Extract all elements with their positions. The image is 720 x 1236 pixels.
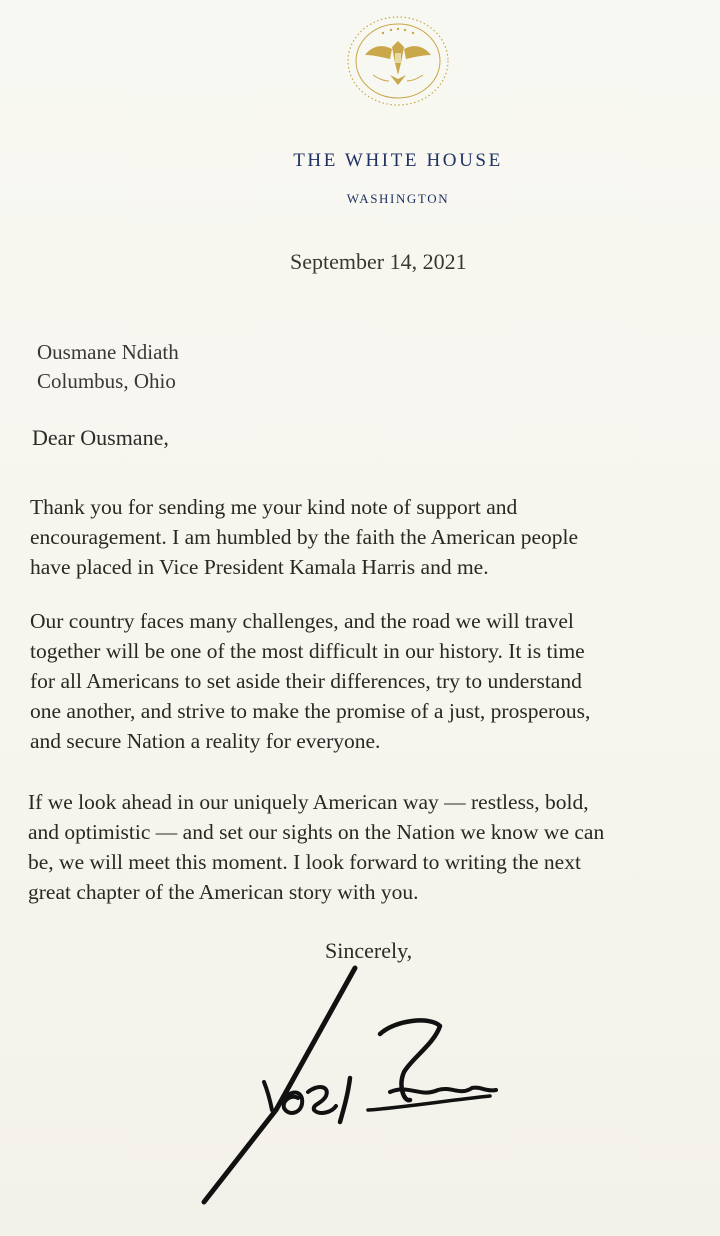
paragraph-line: for all Americans to set aside their differences, try to understand xyxy=(30,669,582,693)
paragraph-line: great chapter of the American story with you. xyxy=(28,880,419,904)
body-paragraph-2 xyxy=(30,606,590,756)
recipient-location: Columbus, Ohio xyxy=(37,369,176,393)
paragraph-line: have placed in Vice President Kamala Harris and me. xyxy=(30,555,489,579)
paragraph-line: If we look ahead in our uniquely American way — restless, bold, xyxy=(28,790,589,814)
letterhead-city: WASHINGTON xyxy=(346,191,450,206)
letter-date: September 14, 2021 xyxy=(290,249,467,274)
recipient-address xyxy=(37,338,179,396)
body-paragraph-3 xyxy=(28,787,604,907)
presidential-seal-icon xyxy=(343,13,453,109)
paragraph-line: one another, and strive to make the promise of a just, prosperous, xyxy=(30,699,591,723)
closing: Sincerely, xyxy=(325,938,413,963)
paragraph-line: together will be one of the most difficult in our history. It is time xyxy=(30,639,585,663)
paragraph-line: encouragement. I am humbled by the faith the American people xyxy=(30,525,579,549)
paragraph-line: and optimistic — and set our sights on the Nation we know we can xyxy=(28,820,605,844)
letterhead-title: THE WHITE HOUSE xyxy=(293,150,503,171)
recipient-name: Ousmane Ndiath xyxy=(37,340,179,364)
body-paragraph-1 xyxy=(30,492,578,582)
paragraph-line: Thank you for sending me your kind note of support and xyxy=(30,495,518,519)
salutation: Dear Ousmane, xyxy=(32,425,169,450)
paragraph-line: Our country faces many challenges, and the road we will travel xyxy=(30,609,574,633)
paragraph-line: and secure Nation a reality for everyone. xyxy=(30,729,381,753)
handwritten-signature xyxy=(190,960,520,1210)
paragraph-line: be, we will meet this moment. I look forward to writing the next xyxy=(28,850,581,874)
